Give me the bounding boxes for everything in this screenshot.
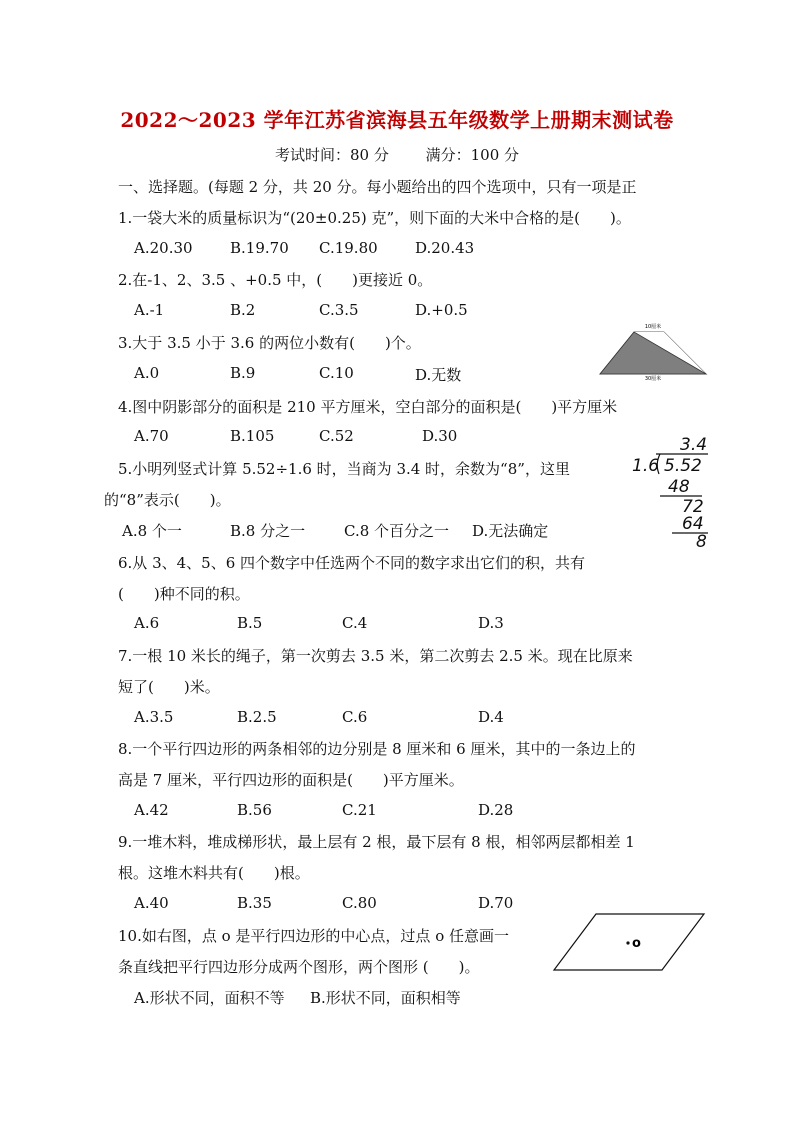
section-heading: 一、选择题。(每题 2 分，共 20 分。每小题给出的四个选项中，只有一项是正	[118, 178, 637, 196]
option-a: A.70	[134, 427, 169, 445]
question-6-text-line2: ( )种不同的积。	[118, 585, 250, 603]
option-b: B.9	[230, 364, 256, 382]
option-b: B.2.5	[237, 708, 277, 726]
step-2-value: 72	[682, 497, 704, 517]
question-6-text-line1: 6.从 3、4、5、6 四个数字中任选两个不同的数字求出它们的积，共有	[118, 554, 586, 572]
question-8-text-line2: 高是 7 厘米，平行四边形的面积是( )平方厘米。	[118, 771, 464, 789]
option-d: D.+0.5	[415, 301, 468, 319]
question-10-text-line1: 10.如右图，点 o 是平行四边形的中心点，过点 o 任意画一	[118, 927, 509, 945]
option-b: B.5	[237, 614, 263, 632]
option-a: A.20.30	[134, 239, 193, 257]
center-point	[626, 941, 629, 944]
option-c: C.21	[342, 801, 377, 819]
question-4-text: 4.图中阴影部分的面积是 210 平方厘米，空白部分的面积是( )平方厘米	[118, 398, 618, 416]
option-a: A.形状不同，面积不等	[134, 989, 285, 1007]
option-c: C.4	[342, 614, 368, 632]
option-c: C.10	[319, 364, 354, 382]
remainder: 8	[696, 532, 707, 550]
option-c: C.8 个百分之一	[344, 522, 450, 540]
option-a: A.42	[134, 801, 169, 819]
dividend: 5.52	[664, 456, 702, 476]
option-a: A.8 个一	[122, 522, 182, 540]
trapezoid-top-label: 10厘米	[644, 324, 662, 330]
option-b: B.56	[237, 801, 272, 819]
option-b: B.19.70	[230, 239, 289, 257]
question-2-text: 2.在-1、2、3.5 、+0.5 中，( )更接近 0。	[118, 271, 433, 289]
option-b: B.8 分之一	[230, 522, 306, 540]
exam-time: 考试时间：80 分	[274, 146, 389, 164]
option-d: D.20.43	[415, 239, 475, 257]
option-c: C.6	[342, 708, 368, 726]
option-d: D.3	[478, 614, 504, 632]
step-1-product: 48	[668, 477, 690, 497]
option-d: D.无数	[415, 366, 462, 384]
option-c: C.19.80	[319, 239, 378, 257]
long-division-figure	[630, 430, 716, 550]
quotient: 3.4	[680, 435, 708, 455]
option-a: A.3.5	[134, 708, 174, 726]
option-b: B.2	[230, 301, 256, 319]
option-a: A.0	[134, 364, 160, 382]
option-b: B.105	[230, 427, 275, 445]
question-10-text-line2: 条直线把平行四边形分成两个图形，两个图形 ( )。	[118, 958, 480, 976]
option-b: B.形状不同，面积相等	[310, 989, 461, 1007]
page-title: 2022～2023 学年江苏省滨海县五年级数学上册期末测试卷	[120, 108, 674, 132]
exam-info	[0, 144, 794, 165]
parallelogram-figure	[552, 910, 708, 974]
option-c: C.80	[342, 894, 377, 912]
question-7-text-line1: 7.一根 10 米长的绳子，第一次剪去 3.5 米，第二次剪去 2.5 米。现在比原来	[118, 647, 633, 665]
question-5-text-line1: 5.小明列竖式计算 5.52÷1.6 时，当商为 3.4 时，余数为“8”，这里	[118, 460, 570, 478]
question-5-text-line2: 的“8”表示( )。	[104, 491, 231, 509]
option-a: A.40	[134, 894, 169, 912]
option-d: D.28	[478, 801, 514, 819]
question-9-text-line2: 根。这堆木料共有( )根。	[118, 864, 310, 882]
question-9-text-line1: 9.一堆木料，堆成梯形状，最上层有 2 根，最下层有 8 根，相邻两层都相差 1	[118, 833, 635, 851]
option-a: A.-1	[134, 301, 165, 319]
option-b: B.35	[237, 894, 272, 912]
question-8-text-line1: 8.一个平行四边形的两条相邻的边分别是 8 厘米和 6 厘米，其中的一条边上的	[118, 740, 636, 758]
question-3-text: 3.大于 3.5 小于 3.6 的两位小数有( )个。	[118, 334, 421, 352]
option-d: D.30	[422, 427, 458, 445]
center-label: o	[632, 936, 641, 951]
option-c: C.3.5	[319, 301, 359, 319]
option-d: D.无法确定	[472, 522, 549, 540]
step-3-product: 64	[682, 514, 704, 534]
question-7-text-line2: 短了( )米。	[118, 678, 220, 696]
question-1-text: 1.一袋大米的质量标识为“(20±0.25) 克”，则下面的大米中合格的是( )。	[118, 209, 631, 227]
trapezoid-figure	[596, 322, 710, 382]
divisor: 1.6	[632, 456, 660, 476]
option-d: D.4	[478, 708, 504, 726]
exam-score: 满分：100 分	[425, 146, 520, 164]
option-c: C.52	[319, 427, 354, 445]
option-d: D.70	[478, 894, 514, 912]
option-a: A.6	[134, 614, 160, 632]
trapezoid-bottom-label: 30厘米	[644, 376, 662, 382]
